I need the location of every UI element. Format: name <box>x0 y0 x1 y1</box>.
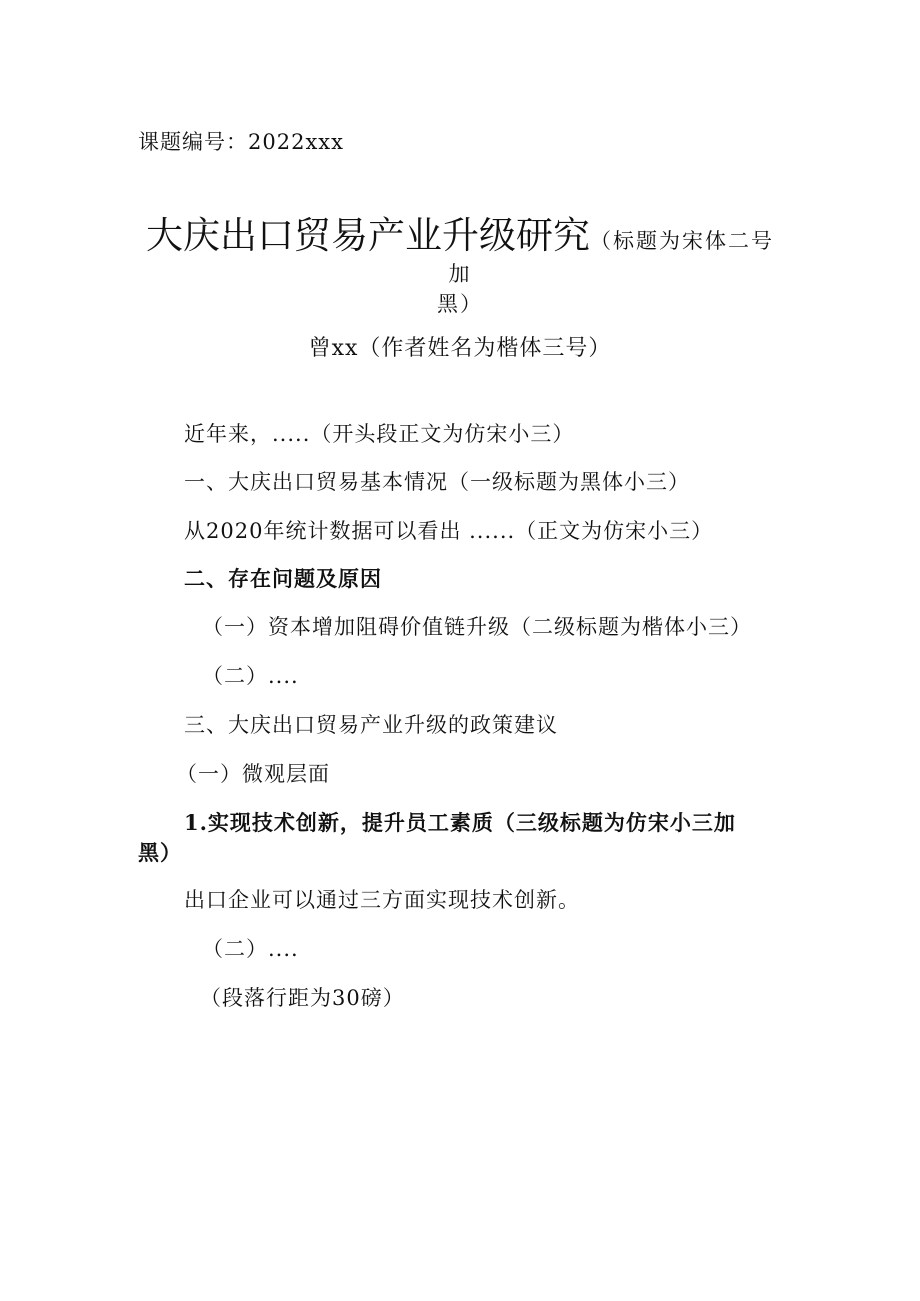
item-1-paragraph: 出口企业可以通过三方面实现技术创新。 <box>184 888 580 912</box>
title-main: 大庆出口贸易产业升级研究 <box>146 214 590 257</box>
section-3-subheading-2: （二）.... <box>202 937 299 961</box>
section-2-subheading-1: （一）资本增加阻碍价值链升级（二级标题为楷体小三） <box>202 615 752 639</box>
item-1-heading: 1.实现技术创新，提升员工素质（三级标题为仿宋小三加 <box>184 810 736 835</box>
title-note: （标题为宋体二号加 <box>448 229 774 286</box>
title-note-continued: 黑） <box>437 292 483 316</box>
line-spacing-note: （段落行距为30磅） <box>200 986 405 1010</box>
section-3-heading: 三、大庆出口贸易产业升级的政策建议 <box>184 713 558 737</box>
section-1-paragraph: 从2020年统计数据可以看出 ......（正文为仿宋小三） <box>184 519 714 543</box>
section-2-heading: 二、存在问题及原因 <box>184 567 382 591</box>
author-line: 曾xx（作者姓名为楷体三号） <box>308 336 612 361</box>
intro-paragraph: 近年来，.....（开头段正文为仿宋小三） <box>184 422 575 446</box>
item-1-heading-continued: 黑） <box>138 840 182 865</box>
section-2-subheading-2: （二）.... <box>202 664 299 688</box>
project-number: 课题编号：2022xxx <box>138 130 344 154</box>
section-3-subheading-1: （一）微观层面 <box>176 762 330 786</box>
section-1-heading: 一、大庆出口贸易基本情况（一级标题为黑体小三） <box>184 470 690 494</box>
document-title <box>140 214 780 318</box>
